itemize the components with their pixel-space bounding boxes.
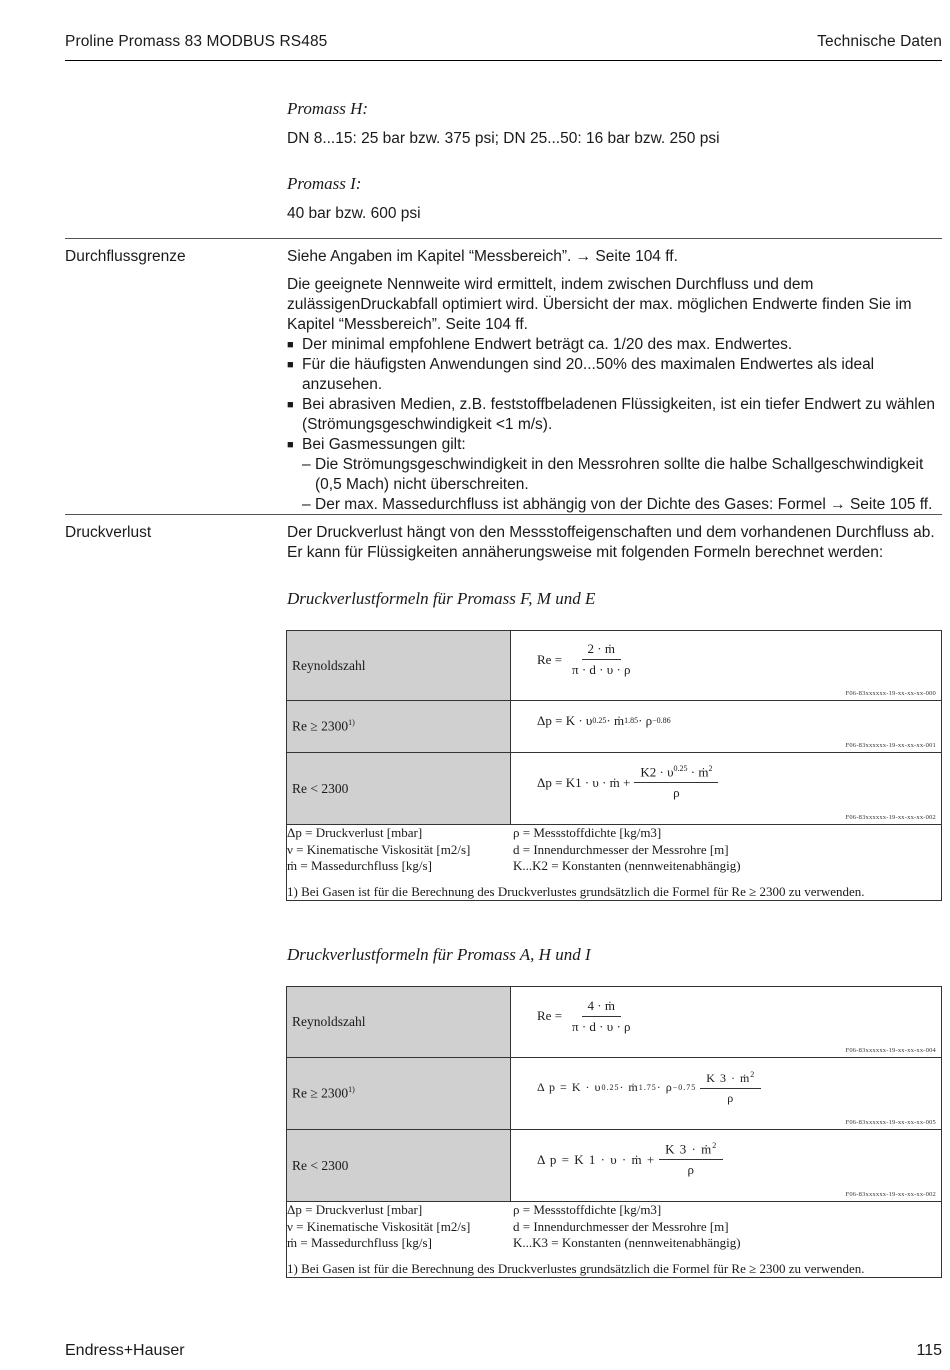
row-label: $Re \ge 2300^{1)}$ <box>287 701 511 753</box>
row-label: Re < 2300 <box>287 1130 511 1202</box>
bullet-list <box>287 335 942 455</box>
footnote: 1) Bei Gasen ist für die Berechnung des Druckverlustes grundsätzlich die Formel für Re ≥ 2300 zu verwenden. <box>287 883 865 899</box>
reynolds-formula: Re = $\frac{\text{4 · ṁ}}{\pi \cdot d \cdot \upsilon \cdot \rho}$ <box>537 997 631 1034</box>
promass-h-heading: Promass H: <box>287 99 369 118</box>
sub-list <box>287 455 942 515</box>
durchflussgrenze-body <box>287 247 942 515</box>
durchflussgrenze-label: Durchflussgrenze <box>65 248 186 265</box>
druckverlust-label: Druckverlust <box>65 524 152 541</box>
formula-table-fme <box>286 630 942 901</box>
sub-list-item: – Der max. Massedurchfluss ist abhängig von der Dichte des Gases: Formel → Seite 105 ff. <box>287 495 942 515</box>
header-title: Proline Promass 83 MODBUS RS485 <box>65 33 328 50</box>
laminar-formula: Δp = K1 · υ · ṁ + $\frac{K2 \cdot \upsilon^{0.25} \cdot ṁ^2}{\rho}$ <box>537 753 718 812</box>
promass-i-text: 40 bar bzw. 600 psi <box>287 205 421 222</box>
figure-ref: F06-83xxxxxx-19-xx-xx-xx-005 <box>845 1119 936 1126</box>
figure-ref: F06-83xxxxxx-19-xx-xx-xx-001 <box>845 742 936 749</box>
table2-title: Druckverlustformeln für Promass A, H und I <box>287 945 591 964</box>
header-section: Technische Daten <box>817 33 942 50</box>
company-name: Endress+Hauser <box>65 1342 185 1359</box>
list-item: ■ Bei abrasiven Medien, z.B. feststoffbeladenen Flüssigkeiten, ist ein tiefer Endwert zu wählen (Strömungsgeschwindigkeit <1 m/s). <box>287 395 942 435</box>
laminar-formula: Δ p = K 1 · υ · ṁ + $\frac{K 3 \cdot ṁ^2}{\rho}$ <box>537 1130 723 1189</box>
reference-line: Siehe Angaben im Kapitel “Messbereich”. → Seite 104 ff. <box>287 248 678 265</box>
section-divider <box>65 514 942 515</box>
legend-grid: Δp = Druckverlust [mbar] ρ = Messstoffdichte [kg/m3] ν = Kinematische Viskosität [m2/s] d = Innendurchmesser der Messrohre [m] ṁ = Massedurchfluss [kg/s] K...K2 = Konstanten (nennweitenabhängig) <box>287 825 741 873</box>
formula-cell <box>511 987 942 1058</box>
page-number: 115 <box>916 1342 942 1359</box>
formula-cell <box>511 753 942 825</box>
list-item: ■ Bei Gasmessungen gilt: <box>287 435 942 455</box>
table1-title: Druckverlustformeln für Promass F, M und E <box>287 589 596 608</box>
row-label: Reynoldszahl <box>287 987 511 1058</box>
section-divider <box>65 238 942 239</box>
figure-ref: F06-83xxxxxx-19-xx-xx-xx-000 <box>845 690 936 697</box>
figure-ref: F06-83xxxxxx-19-xx-xx-xx-004 <box>845 1047 936 1054</box>
formula-cell <box>511 701 942 753</box>
formula-cell <box>511 1130 942 1202</box>
row-label: $Re \ge 2300^{1)}$ <box>287 1058 511 1130</box>
formula-table-ahi <box>286 986 942 1278</box>
footnote: 1) Bei Gasen ist für die Berechnung des Druckverlustes grundsätzlich die Formel für Re ≥ 2300 zu verwenden. <box>287 1260 865 1276</box>
formula-cell <box>511 631 942 701</box>
legend-grid: Δp = Druckverlust [mbar] ρ = Messstoffdichte [kg/m3] ν = Kinematische Viskosität [m2/s] d = Innendurchmesser der Messrohre [m] ṁ = Massedurchfluss [kg/s] K...K3 = Konstanten (nennweitenabhängig) <box>287 1202 741 1250</box>
row-label: Reynoldszahl <box>287 631 511 701</box>
turbulent-formula: Δp = K · υ 0.25 · ṁ 1.85 · ρ −0.86 <box>537 712 671 728</box>
promass-i-heading: Promass I: <box>287 174 362 193</box>
figure-ref: F06-83xxxxxx-19-xx-xx-xx-002 <box>845 1191 936 1198</box>
legend-cell <box>287 1202 942 1278</box>
formula-cell <box>511 1058 942 1130</box>
list-item: ■ Der minimal empfohlene Endwert beträgt ca. 1/20 des max. Endwertes. <box>287 335 942 355</box>
reynolds-formula: Re = $\frac{\text{2 · ṁ}}{\pi \cdot d \cdot \upsilon \cdot \rho}$ <box>537 641 631 677</box>
legend-cell <box>287 825 942 901</box>
druckverlust-intro: Der Druckverlust hängt von den Messstoffeigenschaften und dem vorhandenen Durchfluss ab. Er kann für Flüssigkeiten annäherungsweise mit folgenden Formeln berechnet werden: <box>287 524 935 561</box>
nominal-size-paragraph: Die geeignete Nennweite wird ermittelt, indem zwischen Durchfluss und dem zulässigenDruckabfall optimiert wird. Übersicht der max. möglichen Endwerte finden Sie im Kapitel “Messbereich”. Seite 104 ff. <box>287 276 912 333</box>
page-header <box>65 30 942 61</box>
turbulent-formula: Δ p = K · υ 0.25 · ṁ 1.75 · ρ −0.75 $\frac{K 3 \cdot ṁ^2}{\rho}$ <box>537 1058 761 1117</box>
row-label: Re < 2300 <box>287 753 511 825</box>
list-item: ■ Für die häufigsten Anwendungen sind 20...50% des maximalen Endwertes als ideal anzusehen. <box>287 355 942 395</box>
promass-h-text: DN 8...15: 25 bar bzw. 375 psi; DN 25...50: 16 bar bzw. 250 psi <box>287 130 720 147</box>
figure-ref: F06-83xxxxxx-19-xx-xx-xx-002 <box>845 814 936 821</box>
sub-list-item: – Die Strömungsgeschwindigkeit in den Messrohren sollte die halbe Schallgeschwindigkeit (0,5 Mach) nicht überschreiten. <box>287 455 942 495</box>
